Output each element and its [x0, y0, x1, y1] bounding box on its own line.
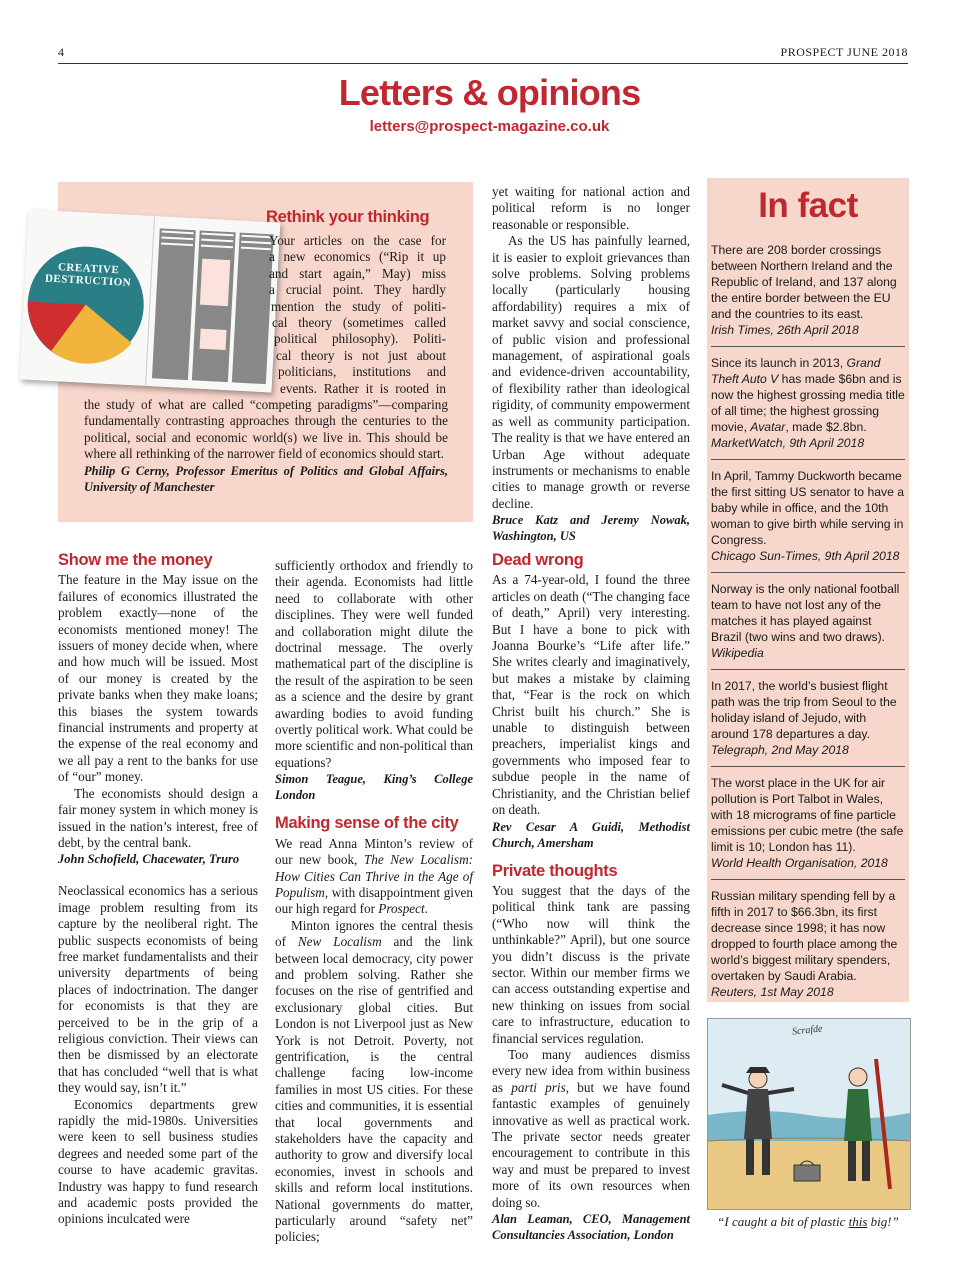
- dead-wrong-heading: Dead wrong: [492, 551, 584, 569]
- cartoon: [707, 1018, 911, 1210]
- dead-wrong-paragraph: As a 74-year-old, I found the three articles on death (“The changing face of death,” April) very interesting. But I have a bone to pick with Joanna Bourke’s “Life after life.” She writes clearly and imaginatively, but makes a mistake by claiming that, “Fear is the rock on which Christ built his church.” She is unable to distinguish between preachers, imperialist kings and governments who imposed fear to subdue people in the name of Christianity, and the Christian belief on death.: [492, 572, 690, 818]
- column-2: [275, 558, 473, 1246]
- rethink-line: and start again,” May) miss: [269, 265, 446, 281]
- rethink-paragraph: the study of what are called “competing paradigms”—comparing fundamentally contrasting approaches through the centuries to the political, social and economic world(s) we live in. This should be where all rethinking of the narrower field of economics should start.: [84, 397, 448, 462]
- page-number: 4: [58, 45, 64, 59]
- making-sense-heading: Making sense of the city: [275, 814, 459, 833]
- cartoon-signature: Scrafde: [791, 1023, 824, 1038]
- rethink-line: a crucial point. They hardly: [269, 282, 446, 298]
- rethink-line: cal theory is not just about: [276, 347, 446, 363]
- guidi-signature: Rev Cesar A Guidi, Methodist Church, Amersham: [492, 819, 690, 850]
- thumbnail-headline: CREATIVE DESTRUCTION: [44, 261, 132, 289]
- rethink-line: mention the study of politi-: [271, 298, 446, 314]
- column-1: [58, 552, 258, 1228]
- rethink-line: political philosophy). Politi-: [274, 331, 446, 347]
- thumbnail-illustration: [20, 210, 281, 393]
- making-sense-paragraph: Minton ignores the central thesis of New Localism and the link between local democracy, city power and problem solving. Rather she focuses on the rise of gentrified and exclusionary global cities. But London is not Liverpool just as New York is not Detroit. Poverty, not gentrification, is the central challenge facing low-income families in most US cities. For these cities and communities, it is essential that local governments and stakeholders have the capacity and authority to grow and diversify local economies, invest in schools and skills and reform local institutions. National governments do matter, particularly around “safety net” policies;: [275, 917, 473, 1245]
- private-thoughts-paragraph: Too many audiences dismiss every new idea from within business as parti pris, but we have found fantastic examples of genuinely innovative as well as practical work. The private sector needs greater encouragement to contribute in this way and must be prepared to invest more of its own resources when doing so.: [492, 1046, 690, 1210]
- fact-item: Since its launch in 2013, Grand Theft Auto V has made $6bn and is now the highest grossing media title of all time; the highest grossing movie, Avatar, made $2.8bn. MarketWatch, 9th April 2018: [711, 347, 905, 460]
- rethink-line: a new economics (“Rip it up: [269, 249, 446, 265]
- running-head: PROSPECT JUNE 2018: [780, 45, 908, 59]
- schofield-signature: John Schofield, Chacewater, Truro: [58, 852, 240, 867]
- making-sense-paragraph: We read Anna Minton’s review of our new book, The New Localism: How Cities Can Thrive in the Age of Populism, with disappointment given our high regard for Prospect.: [275, 835, 473, 917]
- neoclassical-paragraph: Economics departments grew rapidly the mid-1980s. Universities were keen to sell business studies degrees and needed some part of the course to have academic gravitas. Industry was happy to fund research and academic posts provided the opinions inculcated were: [58, 1096, 258, 1227]
- private-thoughts-heading: Private thoughts: [492, 861, 618, 880]
- teague-signature: Simon Teague, King’s College London: [275, 772, 473, 803]
- rethink-line: Your articles on the case for: [269, 233, 446, 248]
- show-money-paragraph: The economists should design a fair money system in which money is issued in the nation’s interest, free of debt, by the central bank.: [58, 785, 258, 850]
- private-thoughts-paragraph: You suggest that the days of the political think tank are passing (“Who now will think the unthinkable?” April), but one source you didn’t discuss is the private sector. Within our member firms we can access outstanding expertise and new thinking on issues from social care to infrastructure, education to financial services regulation.: [492, 882, 690, 1046]
- rethink-signature: Philip G Cerny, Professor Emeritus of Politics and Global Affairs, University of Manchester: [84, 463, 448, 494]
- rethink-indent-block: [266, 233, 446, 397]
- rethink-body: [84, 397, 448, 495]
- rethink-line: politicians, institutions and: [278, 364, 446, 380]
- page-title: Letters & opinions: [338, 72, 641, 113]
- col3-continuation: [492, 184, 690, 544]
- fact-item: The worst place in the UK for air pollution is Port Talbot in Wales, with 18 micrograms of fine particle emissions per cubic metre (the safe limit is 10; London has 11). World Health Organisation, 2018: [711, 767, 905, 880]
- rethink-heading: Rethink your thinking: [266, 208, 430, 226]
- header-rule: [58, 63, 908, 64]
- fact-item: Russian military spending fell by a fifth in 2017 to $66.3bn, its first decrease since 1998; it has now dropped to fourth place among the world’s biggest military spenders, overtaken by Saudi Arabia. Reuters, 1st May 2018: [711, 889, 898, 999]
- show-money-paragraph: The feature in the May issue on the failures of economics illustrated the problem exactly—none of the economists mentioned money! The issuers of money decide when, where and how much will be issued. Most of our money is created by the private banks when they make loans; this biases the system towards financial instruments and property at the expense of the real economy and we all pay a rent to the banks for use of “our” money.: [58, 572, 258, 785]
- continuation-paragraph: As the US has painfully learned, it is easier to exploit grievances than solve problems. Solving problems locally (particularly housing affordability) requires a mix of market savvy and social conscience, of public vision and professional management, of aspirational goals and evidence-driven accountability, of flexibility rather than ideological rigidity, of community empowerment as well as community participation. The reality is that we have entered an Urban Age without adequate instruments or mechanisms to enable cities to manage growth or reverse decline.: [492, 233, 690, 511]
- fact-item: There are 208 border crossings between Northern Ireland and the Republic of Ireland, and 137 along the entire border between the EU and the countries to its east. Irish Times, 26th April 2018: [711, 234, 905, 347]
- email-link[interactable]: letters@prospect-magazine.co.uk: [369, 118, 610, 135]
- column-3: [492, 552, 690, 1243]
- cartoon-illustration: [708, 1019, 910, 1209]
- fact-item: Norway is the only national football team to have not lost any of the matches it has played against Brazil (two wins and two draws). Wikipedia: [711, 573, 905, 670]
- teague-paragraph: sufficiently orthodox and friendly to their agenda. Economists had little need to collaborate with other disciplines. They were well funded and collaboration might dilute the doctrinal message. The overly mathematical part of the discipline is the result of the aspiration to be seen as a science and the desire by grant awarding bodies to avoid funding overtly political work. What could be more scientific and non-political than equations?: [275, 558, 473, 770]
- katz-signature: Bruce Katz and Jeremy Nowak, Washington, US: [492, 513, 690, 544]
- in-fact-title: In fact: [758, 186, 858, 225]
- cartoon-caption: “I caught a bit of plastic this big!”: [717, 1214, 899, 1229]
- continuation-paragraph: yet waiting for national action and political reform is no longer reasonable or responsible.: [492, 184, 690, 232]
- neoclassical-paragraph: Neoclassical economics has a serious image problem resulting from its capture by the neoliberal right. The public suspects economists of being free market fundamentalists and their university departments of being places of indoctrination. The danger for economists is that they are perceived to be in the grip of a religious conviction. Their views can then be dismissed by an electorate that has concluded “well that is what they would say, isn’t it.”: [58, 883, 258, 1096]
- magazine-thumbnail: [20, 210, 281, 393]
- leaman-signature: Alan Leaman, CEO, Management Consultancies Association, London: [492, 1212, 690, 1243]
- fact-item: In April, Tammy Duckworth became the first sitting US senator to have a baby while in office, and the 10th woman to give birth while serving in Congress. Chicago Sun-Times, 9th April 2018: [711, 460, 905, 573]
- fact-item: In 2017, the world’s busiest flight path was the trip from Seoul to the holiday island of Jejudo, with around 178 departures a day. Telegraph, 2nd May 2018: [711, 670, 905, 767]
- rethink-line: cal theory (sometimes called: [272, 315, 446, 331]
- in-fact-box: [707, 178, 909, 1002]
- show-money-heading: Show me the money: [58, 551, 213, 569]
- rethink-line: events. Rather it is rooted in: [280, 380, 446, 396]
